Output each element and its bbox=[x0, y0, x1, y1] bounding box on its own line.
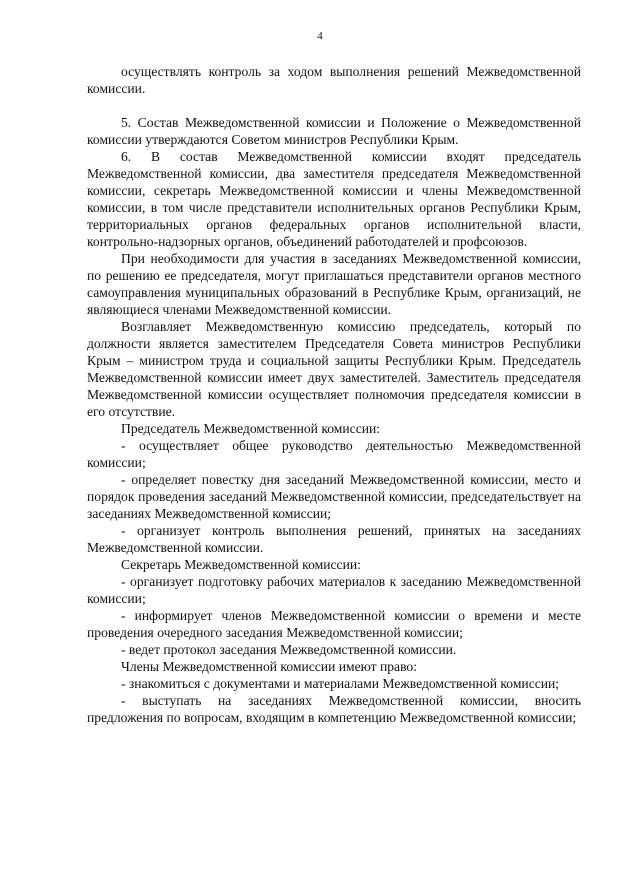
page-number: 4 bbox=[317, 30, 323, 42]
list-item: - выступать на заседаниях Межведомственной комиссии, вносить предложения по вопросам, входящим в компетенцию Межведомственной комиссии; bbox=[87, 693, 581, 725]
paragraph: Председатель Межведомственной комиссии: bbox=[121, 421, 381, 436]
paragraph: Возглавляет Межведомственную комиссию председатель, который по должности является заместителем Председателя Совета министров Республики Крым – министром труда и социальной защиты Республики Крым. Председатель Межведомственной комиссии имеет двух заместителей. Заместитель председателя Межведомственной комиссии осуществляет полномочия председателя комиссии в его отсутствие. bbox=[87, 319, 581, 419]
paragraph: 6. В состав Межведомственной комиссии входят председатель Межведомственной комиссии, два заместителя председателя Межведомственной комиссии, секретарь Межведомственной комиссии и члены Межведомственной комиссии, в том числе представители исполнительных органов Республики Крым, территориальных органов федеральных органов исполнительной власти, контрольно-надзорных органов, объединений работодателей и профсоюзов. bbox=[87, 149, 581, 249]
paragraph: 5. Состав Межведомственной комиссии и Положение о Межведомственной комиссии утверждаются Советом министров Республики Крым. bbox=[87, 115, 581, 147]
paragraph: Члены Межведомственной комиссии имеют право: bbox=[121, 659, 417, 674]
paragraph: осуществлять контроль за ходом выполнения решений Межведомственной комиссии. bbox=[87, 64, 581, 96]
list-item: - осуществляет общее руководство деятельностью Межведомственной комиссии; bbox=[87, 438, 581, 470]
list-item: - информирует членов Межведомственной комиссии о времени и месте проведения очередного заседания Межведомственной комиссии; bbox=[87, 608, 581, 640]
list-item: - определяет повестку дня заседаний Межведомственной комиссии, место и порядок проведения заседаний Межведомственной комиссии, председательствует на заседаниях Межведомственной комиссии; bbox=[87, 472, 581, 521]
list-item: - ведет протокол заседания Межведомственной комиссии. bbox=[121, 642, 457, 657]
paragraph: Секретарь Межведомственной комиссии: bbox=[121, 557, 361, 572]
paragraph: При необходимости для участия в заседаниях Межведомственной комиссии, по решению ее председателя, могут приглашаться представители органов местного самоуправления муниципальных образований в Республике Крым, организаций, не являющиеся членами Межведомственной комиссии. bbox=[87, 251, 581, 317]
list-item: - знакомиться с документами и материалами Межведомственной комиссии; bbox=[121, 676, 560, 691]
document-body bbox=[87, 63, 581, 726]
list-item: - организует подготовку рабочих материалов к заседанию Межведомственной комиссии; bbox=[87, 574, 581, 606]
list-item: - организует контроль выполнения решений, принятых на заседаниях Межведомственной комиссии. bbox=[87, 523, 581, 555]
